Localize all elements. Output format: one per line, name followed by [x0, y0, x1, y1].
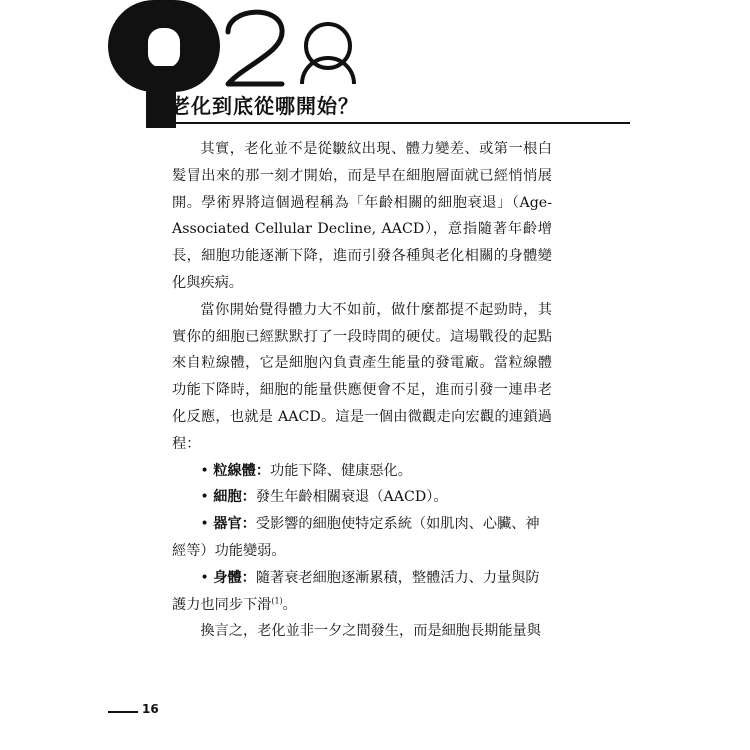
bullet-text: 功能下降、健康惡化。: [270, 462, 412, 479]
bullet-text: 受影響的細胞使特定系統（如肌肉、心臟、神: [255, 516, 540, 533]
bullet-text: 發生年齡相關衰退（AACD）。: [255, 489, 448, 506]
title-bar: [160, 88, 630, 124]
bullet-marker: •: [200, 569, 209, 586]
bullet-body-continued: [172, 592, 552, 619]
paragraph-2: 當你開始覺得體力大不如前，做什麼都提不起勁時，其實你的細胞已經默默打了一段時間的硬仗。這場戰役的起點來自粒線體，它是細胞內負責產生能量的發電廠。當粒線體功能下降時，細胞的能量供應便會不足，進而引發一連串老化反應，也就是 AACD。這是一個由微觀走向宏觀的連鎖過程：: [172, 301, 552, 452]
number-two-shape: [228, 12, 282, 84]
bullet-cont-tail: 。: [282, 596, 297, 613]
bullet-organ-continued: 經等）功能變弱。: [172, 542, 286, 559]
page-number: 16: [142, 702, 159, 716]
bullet-marker: •: [200, 462, 209, 479]
bullet-body: [172, 565, 552, 592]
bullet-mitochondria: [172, 458, 552, 485]
body-text: [172, 136, 552, 645]
bullet-organ: [172, 511, 552, 538]
page-title: 老化到底從哪開始？: [170, 94, 359, 118]
bullet-cont-text: 護力也同步下滑: [172, 596, 272, 613]
bullet-marker: •: [200, 516, 209, 533]
paragraph-1: 其實，老化並不是從皺紋出現、體力變差、或第一根白髮冒出來的那一刻才開始，而是早在細胞層面就已經悄悄展開。學術界將這個過程稱為「年齡相關的細胞衰退」（Age-Associated Cellular Decline, AACD），意指隨著年齡增長，細胞功能逐漸下降，進而引發各種與老化相關的身體變化與疾病。: [172, 141, 552, 291]
colon-lower-arc: [302, 58, 354, 84]
bullet-term: 細胞：: [213, 489, 256, 506]
paragraph-closing: 換言之，老化並非一夕之間發生，而是細胞長期能量與: [200, 623, 541, 640]
bullet-cell: [172, 484, 552, 511]
bullet-marker: •: [200, 489, 209, 506]
bullet-term: 身體：: [213, 569, 256, 586]
footer-rule: [108, 711, 138, 713]
bullet-term: 粒線體：: [213, 462, 271, 479]
footnote-reference: (1): [271, 595, 283, 605]
bullet-term: 器官：: [213, 516, 256, 533]
bullet-text: 隨著衰老細胞逐漸累積，整體活力、力量與防: [255, 569, 540, 586]
